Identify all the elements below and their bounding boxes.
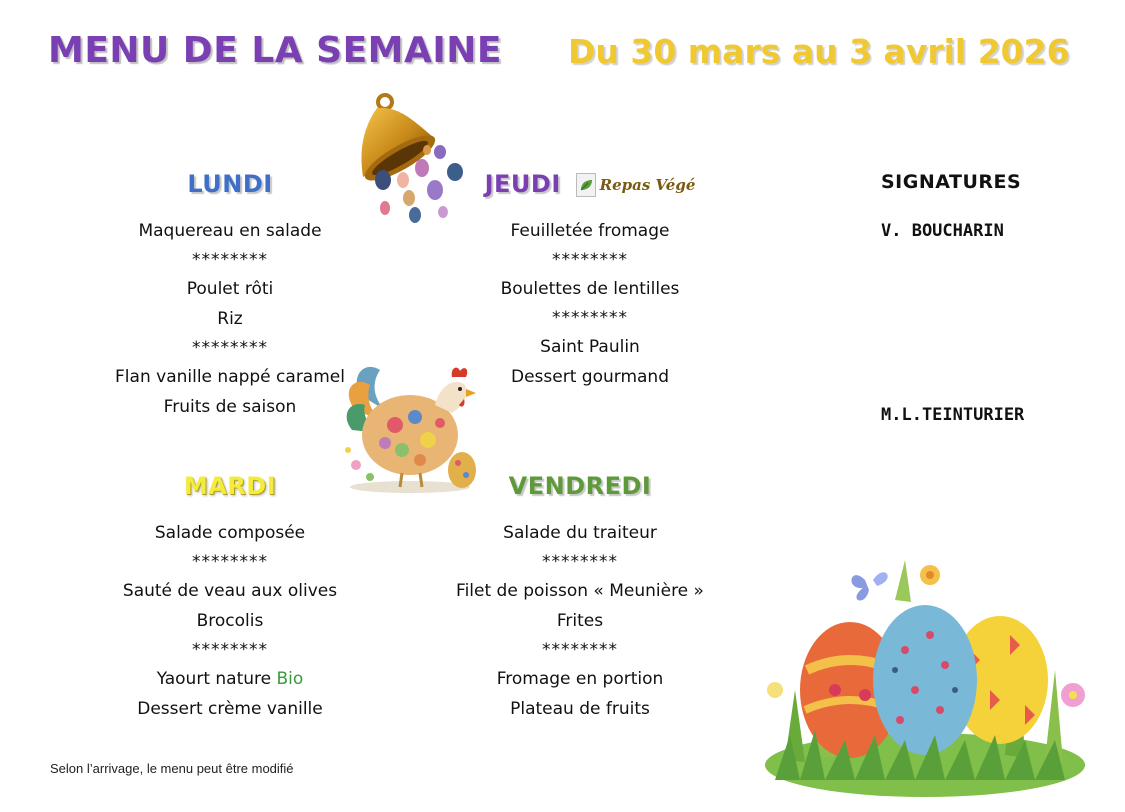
day-mardi <box>70 472 390 724</box>
day-vendredi <box>420 472 740 724</box>
menu-item: Filet de poisson « Meunière » <box>456 581 704 601</box>
menu-item: Fruits de saison <box>163 397 297 417</box>
day-jeudi <box>430 170 750 392</box>
day-title-mardi: MARDI <box>183 472 277 500</box>
menu-item: Poulet rôti <box>186 279 274 299</box>
day-lundi <box>70 170 390 422</box>
menu-separator: ******** <box>192 338 268 358</box>
veg-badge <box>576 173 696 197</box>
menu-item: Plateau de fruits <box>510 699 650 719</box>
menu-item: Saint Paulin <box>540 337 640 357</box>
menu-item <box>70 664 390 694</box>
leaf-icon <box>576 173 596 197</box>
menu-item: Feuilletée fromage <box>510 221 670 241</box>
signature-name: M.L.TEINTURIER <box>881 405 1025 425</box>
menu-item: Brocolis <box>196 611 264 631</box>
day-title-jeudi-label: JEUDI <box>484 170 561 198</box>
menu-item: Frites <box>556 611 604 631</box>
menu-separator: ******** <box>192 640 268 660</box>
menu-item: Flan vanille nappé caramel <box>115 367 345 387</box>
menu-item: Boulettes de lentilles <box>500 279 680 299</box>
menu-item: Dessert gourmand <box>511 367 669 387</box>
page-title: MENU DE LA SEMAINE <box>48 30 502 71</box>
menu-separator: ******** <box>542 640 618 660</box>
week-dates: Du 30 mars au 3 avril 2026 <box>568 32 1070 71</box>
menu-separator: ******** <box>192 552 268 572</box>
bio-label: Bio <box>276 669 304 689</box>
menu-separator: ******** <box>552 250 628 270</box>
menu-item-label: Yaourt nature <box>156 669 272 689</box>
menu-item: Dessert crème vanille <box>137 699 323 719</box>
menu-item: Fromage en portion <box>496 669 664 689</box>
menu-separator: ******** <box>192 250 268 270</box>
menu-item: Maquereau en salade <box>138 221 322 241</box>
day-title-lundi: LUNDI <box>187 170 273 198</box>
menu-item: Riz <box>217 309 243 329</box>
menu-item: Sauté de veau aux olives <box>122 581 338 601</box>
menu-item: Salade composée <box>154 523 306 543</box>
signature-name: V. BOUCHARIN <box>881 221 1004 241</box>
menu-item: Salade du traiteur <box>503 523 657 543</box>
veg-label: Repas Végé <box>599 176 696 194</box>
menu-separator: ******** <box>552 308 628 328</box>
signatures-title: SIGNATURES <box>881 171 1022 193</box>
day-title-vendredi: VENDREDI <box>508 472 652 500</box>
footnote: Selon l’arrivage, le menu peut être modifié <box>50 761 294 776</box>
day-title-jeudi <box>430 170 750 198</box>
easter-eggs-icon <box>755 540 1095 805</box>
menu-separator: ******** <box>542 552 618 572</box>
